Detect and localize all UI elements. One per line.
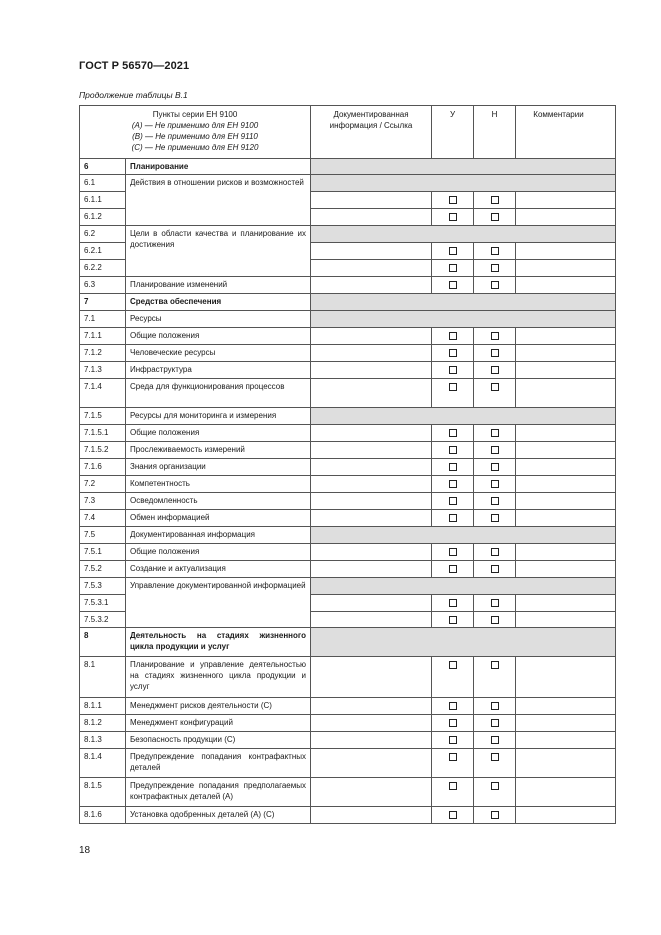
checkbox-n[interactable] xyxy=(474,612,516,628)
header-note-c: (С) — Не применимо для ЕН 9120 xyxy=(131,143,259,152)
shaded-cell xyxy=(311,628,616,657)
row-number: 7.5.3 xyxy=(80,578,126,595)
documented-info-cell[interactable] xyxy=(311,328,432,345)
checkbox-n[interactable] xyxy=(474,715,516,732)
comments-cell[interactable] xyxy=(516,442,616,459)
checkbox-icon xyxy=(449,366,457,374)
checkbox-n[interactable] xyxy=(474,476,516,493)
checkbox-icon xyxy=(449,446,457,454)
checkbox-u[interactable] xyxy=(432,493,474,510)
table-row xyxy=(80,311,616,328)
compliance-table xyxy=(79,105,616,824)
checkbox-icon xyxy=(449,548,457,556)
row-title: Человеческие ресурсы xyxy=(126,345,311,362)
checkbox-icon xyxy=(491,548,499,556)
checkbox-icon xyxy=(491,349,499,357)
checkbox-u[interactable] xyxy=(432,442,474,459)
comments-cell[interactable] xyxy=(516,345,616,362)
documented-info-cell[interactable] xyxy=(311,715,432,732)
checkbox-u[interactable] xyxy=(432,544,474,561)
checkbox-icon xyxy=(491,782,499,790)
row-number: 7.1.5.2 xyxy=(80,442,126,459)
comments-cell[interactable] xyxy=(516,209,616,226)
checkbox-n[interactable] xyxy=(474,807,516,824)
table-row xyxy=(80,657,616,698)
checkbox-n[interactable] xyxy=(474,345,516,362)
checkbox-u[interactable] xyxy=(432,209,474,226)
row-title: Управление документированной информацией xyxy=(126,578,311,628)
table-row xyxy=(80,294,616,311)
checkbox-u[interactable] xyxy=(432,698,474,715)
comments-cell[interactable] xyxy=(516,778,616,807)
checkbox-u[interactable] xyxy=(432,807,474,824)
header-n: Н xyxy=(474,106,516,159)
row-number: 7.3 xyxy=(80,493,126,510)
documented-info-cell[interactable] xyxy=(311,260,432,277)
checkbox-icon xyxy=(449,753,457,761)
checkbox-icon xyxy=(491,463,499,471)
comments-cell[interactable] xyxy=(516,595,616,612)
row-title: Менеджмент рисков деятельности (С) xyxy=(126,698,311,715)
row-number: 6.3 xyxy=(80,277,126,294)
table-row xyxy=(80,561,616,578)
documented-info-cell[interactable] xyxy=(311,595,432,612)
table-row xyxy=(80,493,616,510)
checkbox-n[interactable] xyxy=(474,595,516,612)
documented-info-cell[interactable] xyxy=(311,749,432,778)
row-title: Действия в отношении рисков и возможностей xyxy=(126,175,311,226)
checkbox-icon xyxy=(491,264,499,272)
table-row xyxy=(80,459,616,476)
checkbox-n[interactable] xyxy=(474,510,516,527)
checkbox-n[interactable] xyxy=(474,749,516,778)
checkbox-icon xyxy=(491,702,499,710)
row-number: 7.1.5.1 xyxy=(80,425,126,442)
checkbox-icon xyxy=(491,446,499,454)
comments-cell[interactable] xyxy=(516,715,616,732)
shaded-cell xyxy=(311,294,616,311)
checkbox-u[interactable] xyxy=(432,749,474,778)
row-title: Обмен информацией xyxy=(126,510,311,527)
row-number: 7.1.1 xyxy=(80,328,126,345)
documented-info-cell[interactable] xyxy=(311,698,432,715)
row-number: 7.2 xyxy=(80,476,126,493)
comments-cell[interactable] xyxy=(516,260,616,277)
checkbox-u[interactable] xyxy=(432,612,474,628)
table-row xyxy=(80,807,616,824)
comments-cell[interactable] xyxy=(516,379,616,408)
checkbox-icon xyxy=(449,247,457,255)
comments-cell[interactable] xyxy=(516,561,616,578)
row-number: 7.1.6 xyxy=(80,459,126,476)
documented-info-cell[interactable] xyxy=(311,243,432,260)
table-row xyxy=(80,408,616,425)
row-number: 7.1.5 xyxy=(80,408,126,425)
row-number: 7.1.3 xyxy=(80,362,126,379)
checkbox-n[interactable] xyxy=(474,544,516,561)
row-title: Средства обеспечения xyxy=(126,294,311,311)
checkbox-n[interactable] xyxy=(474,442,516,459)
comments-cell[interactable] xyxy=(516,328,616,345)
checkbox-icon xyxy=(491,719,499,727)
comments-cell[interactable] xyxy=(516,698,616,715)
row-title: Предупреждение попадания контрафактных деталей xyxy=(126,749,311,778)
row-number: 8.1.3 xyxy=(80,732,126,749)
checkbox-u[interactable] xyxy=(432,425,474,442)
checkbox-icon xyxy=(491,753,499,761)
row-title: Общие положения xyxy=(126,544,311,561)
table-row xyxy=(80,328,616,345)
row-number: 7.4 xyxy=(80,510,126,527)
row-title: Планирование xyxy=(126,159,311,175)
checkbox-n[interactable] xyxy=(474,192,516,209)
shaded-cell xyxy=(311,226,616,243)
documented-info-cell[interactable] xyxy=(311,476,432,493)
checkbox-icon xyxy=(449,463,457,471)
checkbox-n[interactable] xyxy=(474,209,516,226)
header-clauses xyxy=(80,106,311,159)
row-title: Предупреждение попадания предполагаемых контрафактных деталей (А) xyxy=(126,778,311,807)
checkbox-icon xyxy=(491,429,499,437)
checkbox-n[interactable] xyxy=(474,243,516,260)
documented-info-cell[interactable] xyxy=(311,657,432,698)
row-number: 8.1.5 xyxy=(80,778,126,807)
checkbox-icon xyxy=(449,264,457,272)
checkbox-icon xyxy=(449,514,457,522)
checkbox-u[interactable] xyxy=(432,328,474,345)
table-row xyxy=(80,527,616,544)
shaded-cell xyxy=(311,578,616,595)
checkbox-icon xyxy=(449,429,457,437)
checkbox-icon xyxy=(491,736,499,744)
row-number: 7 xyxy=(80,294,126,311)
comments-cell[interactable] xyxy=(516,612,616,628)
row-title: Осведомленность xyxy=(126,493,311,510)
row-number: 8.1 xyxy=(80,657,126,698)
table-continuation-caption: Продолжение таблицы В.1 xyxy=(79,90,188,100)
table-row xyxy=(80,628,616,657)
row-number: 7.1.4 xyxy=(80,379,126,408)
row-number: 8 xyxy=(80,628,126,657)
page-number: 18 xyxy=(79,845,91,856)
table-row xyxy=(80,778,616,807)
row-number: 6.1.2 xyxy=(80,209,126,226)
checkbox-u[interactable] xyxy=(432,732,474,749)
checkbox-icon xyxy=(449,616,457,624)
table-row xyxy=(80,277,616,294)
row-number: 8.1.6 xyxy=(80,807,126,824)
shaded-cell xyxy=(311,408,616,425)
comments-cell[interactable] xyxy=(516,544,616,561)
row-number: 7.5 xyxy=(80,527,126,544)
table-row xyxy=(80,715,616,732)
checkbox-u[interactable] xyxy=(432,192,474,209)
checkbox-n[interactable] xyxy=(474,561,516,578)
row-title: Безопасность продукции (С) xyxy=(126,732,311,749)
checkbox-n[interactable] xyxy=(474,379,516,408)
checkbox-n[interactable] xyxy=(474,698,516,715)
checkbox-icon xyxy=(449,213,457,221)
row-title: Общие положения xyxy=(126,328,311,345)
checkbox-u[interactable] xyxy=(432,595,474,612)
checkbox-icon xyxy=(491,366,499,374)
row-number: 6.1.1 xyxy=(80,192,126,209)
checkbox-u[interactable] xyxy=(432,277,474,294)
shaded-cell xyxy=(311,159,616,175)
table-row xyxy=(80,159,616,175)
table-row xyxy=(80,749,616,778)
header-note-b: (В) — Не применимо для ЕН 9110 xyxy=(132,132,258,141)
checkbox-icon xyxy=(449,719,457,727)
checkbox-icon xyxy=(491,497,499,505)
documented-info-cell[interactable] xyxy=(311,732,432,749)
checkbox-u[interactable] xyxy=(432,657,474,698)
row-title: Среда для функционирования процессов xyxy=(126,379,311,408)
checkbox-u[interactable] xyxy=(432,362,474,379)
documented-info-cell[interactable] xyxy=(311,425,432,442)
row-number: 7.5.2 xyxy=(80,561,126,578)
row-number: 8.1.4 xyxy=(80,749,126,778)
row-number: 6.2 xyxy=(80,226,126,243)
comments-cell[interactable] xyxy=(516,243,616,260)
checkbox-icon xyxy=(449,497,457,505)
row-title: Прослеживаемость измерений xyxy=(126,442,311,459)
checkbox-icon xyxy=(491,661,499,669)
checkbox-u[interactable] xyxy=(432,778,474,807)
documented-info-cell[interactable] xyxy=(311,544,432,561)
checkbox-icon xyxy=(491,383,499,391)
row-title: Деятельность на стадиях жизненного цикла продукции и услуг xyxy=(126,628,311,657)
checkbox-icon xyxy=(449,702,457,710)
row-title: Планирование и управление деятельностью на стадиях жизненного цикла продукции и услуг xyxy=(126,657,311,698)
checkbox-n[interactable] xyxy=(474,260,516,277)
row-title: Инфраструктура xyxy=(126,362,311,379)
row-title: Ресурсы для мониторинга и измерения xyxy=(126,408,311,425)
documented-info-cell[interactable] xyxy=(311,612,432,628)
header-clauses-title: Пункты серии ЕН 9100 xyxy=(152,110,238,119)
row-number: 6.2.2 xyxy=(80,260,126,277)
documented-info-cell[interactable] xyxy=(311,362,432,379)
row-title: Планирование изменений xyxy=(126,277,311,294)
row-title: Установка одобренных деталей (А) (С) xyxy=(126,807,311,824)
table-row xyxy=(80,379,616,408)
documented-info-cell[interactable] xyxy=(311,778,432,807)
table-row xyxy=(80,476,616,493)
table-header-row xyxy=(80,106,616,159)
row-number: 7.5.3.1 xyxy=(80,595,126,612)
checkbox-icon xyxy=(491,213,499,221)
shaded-cell xyxy=(311,527,616,544)
checkbox-u[interactable] xyxy=(432,345,474,362)
documented-info-cell[interactable] xyxy=(311,209,432,226)
header-comments: Комментарии xyxy=(516,106,616,159)
checkbox-icon xyxy=(449,736,457,744)
checkbox-icon xyxy=(449,196,457,204)
checkbox-u[interactable] xyxy=(432,243,474,260)
checkbox-icon xyxy=(491,616,499,624)
documented-info-cell[interactable] xyxy=(311,442,432,459)
row-title: Общие положения xyxy=(126,425,311,442)
checkbox-n[interactable] xyxy=(474,459,516,476)
table-row xyxy=(80,698,616,715)
header-u: У xyxy=(432,106,474,159)
row-title: Цели в области качества и планирование их достижения xyxy=(126,226,311,277)
checkbox-n[interactable] xyxy=(474,425,516,442)
documented-info-cell[interactable] xyxy=(311,493,432,510)
table-row xyxy=(80,175,616,192)
documented-info-cell[interactable] xyxy=(311,807,432,824)
comments-cell[interactable] xyxy=(516,476,616,493)
checkbox-icon xyxy=(491,247,499,255)
table-row xyxy=(80,425,616,442)
shaded-cell xyxy=(311,311,616,328)
documented-info-cell[interactable] xyxy=(311,510,432,527)
documented-info-cell[interactable] xyxy=(311,379,432,408)
comments-cell[interactable] xyxy=(516,732,616,749)
checkbox-icon xyxy=(491,514,499,522)
checkbox-icon xyxy=(491,565,499,573)
row-title: Создание и актуализация xyxy=(126,561,311,578)
documented-info-cell[interactable] xyxy=(311,192,432,209)
checkbox-icon xyxy=(449,811,457,819)
comments-cell[interactable] xyxy=(516,749,616,778)
documented-info-cell[interactable] xyxy=(311,561,432,578)
documented-info-cell[interactable] xyxy=(311,459,432,476)
documented-info-cell[interactable] xyxy=(311,345,432,362)
row-number: 6 xyxy=(80,159,126,175)
checkbox-n[interactable] xyxy=(474,362,516,379)
row-number: 6.2.1 xyxy=(80,243,126,260)
checkbox-icon xyxy=(449,599,457,607)
table-row xyxy=(80,732,616,749)
table-row xyxy=(80,544,616,561)
row-number: 8.1.2 xyxy=(80,715,126,732)
checkbox-u[interactable] xyxy=(432,379,474,408)
checkbox-icon xyxy=(449,782,457,790)
row-number: 7.1 xyxy=(80,311,126,328)
row-title: Документированная информация xyxy=(126,527,311,544)
checkbox-u[interactable] xyxy=(432,260,474,277)
comments-cell[interactable] xyxy=(516,459,616,476)
checkbox-icon xyxy=(449,281,457,289)
comments-cell[interactable] xyxy=(516,192,616,209)
header-note-a: (А) — Не применимо для ЕН 9100 xyxy=(131,121,259,130)
checkbox-u[interactable] xyxy=(432,715,474,732)
table-row xyxy=(80,510,616,527)
document-standard-header: ГОСТ Р 56570—2021 xyxy=(79,60,190,72)
checkbox-icon xyxy=(449,565,457,573)
comments-cell[interactable] xyxy=(516,362,616,379)
row-title: Знания организации xyxy=(126,459,311,476)
checkbox-u[interactable] xyxy=(432,476,474,493)
comments-cell[interactable] xyxy=(516,510,616,527)
checkbox-icon xyxy=(449,332,457,340)
checkbox-icon xyxy=(491,196,499,204)
comments-cell[interactable] xyxy=(516,807,616,824)
documented-info-cell[interactable] xyxy=(311,277,432,294)
table-row xyxy=(80,578,616,595)
row-number: 8.1.1 xyxy=(80,698,126,715)
comments-cell[interactable] xyxy=(516,425,616,442)
comments-cell[interactable] xyxy=(516,657,616,698)
comments-cell[interactable] xyxy=(516,277,616,294)
checkbox-n[interactable] xyxy=(474,732,516,749)
checkbox-icon xyxy=(491,480,499,488)
checkbox-n[interactable] xyxy=(474,657,516,698)
row-number: 7.1.2 xyxy=(80,345,126,362)
checkbox-n[interactable] xyxy=(474,778,516,807)
table-row xyxy=(80,442,616,459)
comments-cell[interactable] xyxy=(516,493,616,510)
table-row xyxy=(80,345,616,362)
row-number: 6.1 xyxy=(80,175,126,192)
checkbox-u[interactable] xyxy=(432,510,474,527)
checkbox-icon xyxy=(449,349,457,357)
table-row xyxy=(80,362,616,379)
checkbox-icon xyxy=(449,661,457,669)
checkbox-n[interactable] xyxy=(474,328,516,345)
checkbox-icon xyxy=(491,332,499,340)
checkbox-n[interactable] xyxy=(474,493,516,510)
checkbox-icon xyxy=(449,383,457,391)
row-number: 7.5.3.2 xyxy=(80,612,126,628)
checkbox-icon xyxy=(491,599,499,607)
checkbox-n[interactable] xyxy=(474,277,516,294)
row-title: Компетентность xyxy=(126,476,311,493)
row-number: 7.5.1 xyxy=(80,544,126,561)
header-documented-info: Документированная информация / Ссылка xyxy=(311,106,432,159)
checkbox-icon xyxy=(491,281,499,289)
checkbox-u[interactable] xyxy=(432,459,474,476)
row-title: Ресурсы xyxy=(126,311,311,328)
row-title: Менеджмент конфигураций xyxy=(126,715,311,732)
checkbox-icon xyxy=(449,480,457,488)
shaded-cell xyxy=(311,175,616,192)
checkbox-icon xyxy=(491,811,499,819)
table-row xyxy=(80,226,616,243)
checkbox-u[interactable] xyxy=(432,561,474,578)
